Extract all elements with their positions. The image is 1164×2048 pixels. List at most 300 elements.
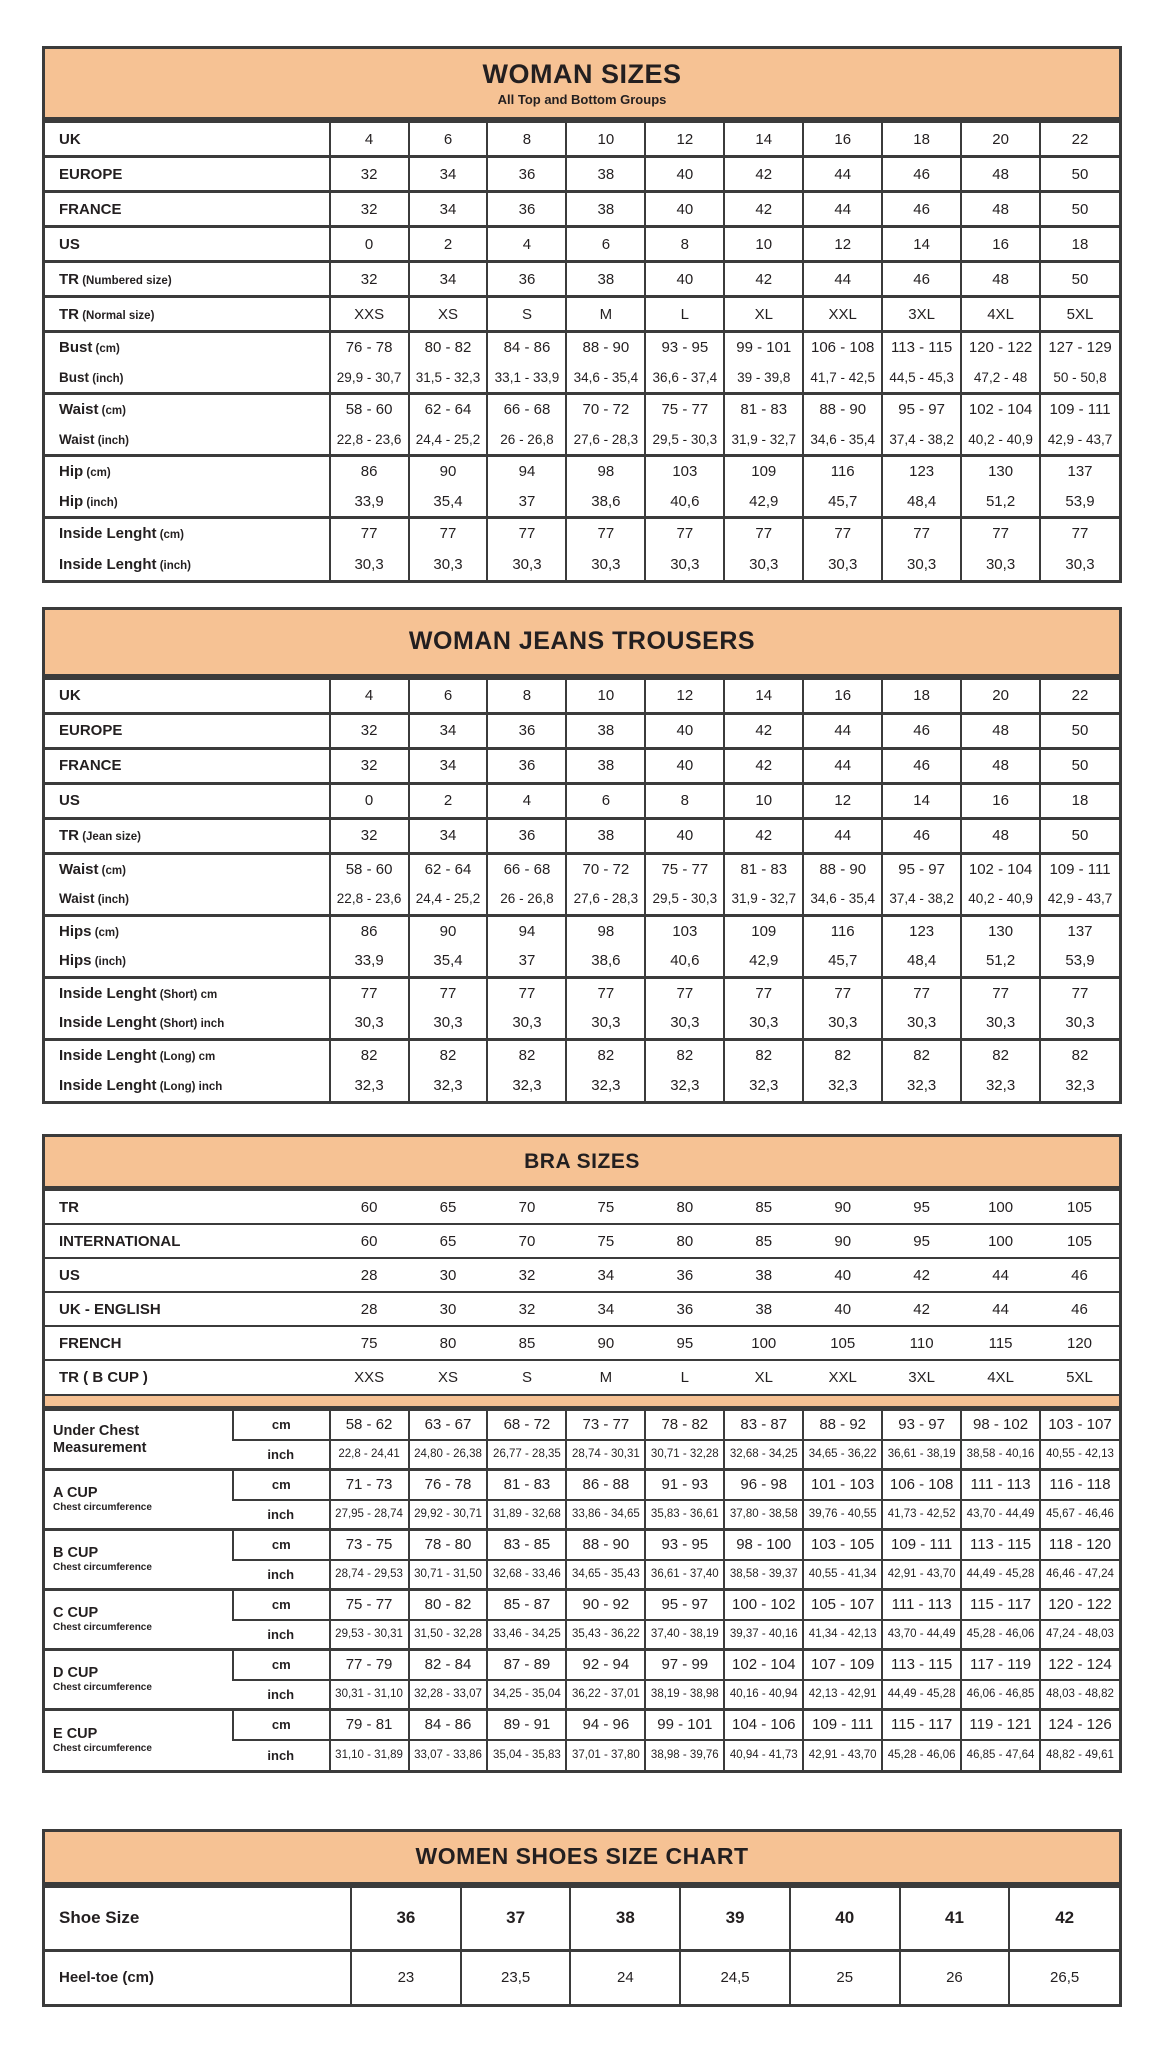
- value-cell: 77: [961, 518, 1040, 549]
- value-cell: 38: [566, 192, 645, 227]
- value-cell: 93 - 95: [645, 1530, 724, 1560]
- value-cell: 50: [1040, 157, 1119, 192]
- row-label: Inside Lenght (Long) cm: [45, 1039, 330, 1070]
- value-cell: 82: [803, 1039, 882, 1070]
- value-cell: 43,70 - 44,49: [882, 1620, 961, 1650]
- value-cell: 95: [882, 1224, 961, 1258]
- value-cell: 95 - 97: [645, 1590, 724, 1620]
- table-row: [45, 946, 1119, 977]
- value-cell: 42: [882, 1258, 961, 1292]
- value-cell: 98: [566, 915, 645, 946]
- value-cell: 31,89 - 32,68: [487, 1500, 566, 1530]
- value-cell: 23: [351, 1950, 461, 2004]
- value-cell: 70: [487, 1190, 566, 1224]
- value-cell: 118 - 120: [1040, 1530, 1119, 1560]
- value-cell: 44,5 - 45,3: [882, 363, 961, 394]
- value-cell: 38: [570, 1886, 680, 1950]
- value-cell: 58 - 60: [330, 853, 409, 884]
- women-shoes-header: [45, 1832, 1119, 1885]
- value-cell: 75 - 77: [645, 853, 724, 884]
- value-cell: 58 - 60: [330, 394, 409, 425]
- value-cell: 42: [724, 713, 803, 748]
- value-cell: 32,28 - 33,07: [409, 1680, 488, 1710]
- value-cell: 75 - 77: [330, 1590, 409, 1620]
- value-cell: 76 - 78: [330, 332, 409, 363]
- value-cell: 116 - 118: [1040, 1470, 1119, 1500]
- table-row: [45, 549, 1119, 580]
- value-cell: 77: [487, 518, 566, 549]
- value-cell: 82 - 84: [409, 1650, 488, 1680]
- value-cell: 40: [645, 818, 724, 853]
- value-cell: 42: [882, 1292, 961, 1326]
- table-row: [45, 884, 1119, 915]
- value-cell: 46,46 - 47,24: [1040, 1560, 1119, 1590]
- value-cell: 90: [409, 456, 488, 487]
- value-cell: 33,1 - 33,9: [487, 363, 566, 394]
- value-cell: 37,4 - 38,2: [882, 884, 961, 915]
- table-row: [45, 122, 1119, 157]
- value-cell: 4: [487, 227, 566, 262]
- value-cell: 100: [961, 1190, 1040, 1224]
- woman-sizes-table: [42, 46, 1122, 583]
- value-cell: 36: [487, 192, 566, 227]
- value-cell: 16: [961, 227, 1040, 262]
- value-cell: 22: [1040, 678, 1119, 713]
- value-cell: 40: [790, 1886, 900, 1950]
- value-cell: 88 - 92: [803, 1410, 882, 1440]
- value-cell: 77: [487, 977, 566, 1008]
- value-cell: 42,13 - 42,91: [803, 1680, 882, 1710]
- row-label: US: [45, 227, 330, 262]
- value-cell: 110: [882, 1326, 961, 1360]
- value-cell: 92 - 94: [566, 1650, 645, 1680]
- value-cell: 42: [724, 818, 803, 853]
- value-cell: 32: [330, 818, 409, 853]
- row-label: FRANCE: [45, 192, 330, 227]
- value-cell: 77: [882, 977, 961, 1008]
- value-cell: 42,91 - 43,70: [882, 1560, 961, 1590]
- woman-sizes-header: [45, 49, 1119, 120]
- value-cell: 40: [803, 1292, 882, 1326]
- value-cell: 111 - 113: [961, 1470, 1040, 1500]
- value-cell: 44: [803, 262, 882, 297]
- value-cell: 45,28 - 46,06: [961, 1620, 1040, 1650]
- value-cell: 48,4: [882, 946, 961, 977]
- value-cell: 38: [566, 748, 645, 783]
- row-label: Heel-toe (cm): [45, 1950, 351, 2004]
- unit-label: inch: [233, 1560, 330, 1590]
- unit-label: inch: [233, 1500, 330, 1530]
- value-cell: 20: [961, 122, 1040, 157]
- value-cell: 22,8 - 23,6: [330, 425, 409, 456]
- value-cell: 48,82 - 49,61: [1040, 1740, 1119, 1770]
- value-cell: 50 - 50,8: [1040, 363, 1119, 394]
- value-cell: 88 - 90: [566, 1530, 645, 1560]
- value-cell: 34,6 - 35,4: [803, 425, 882, 456]
- value-cell: 42: [724, 262, 803, 297]
- row-label: US: [45, 1258, 330, 1292]
- value-cell: 32,68 - 33,46: [487, 1560, 566, 1590]
- row-label: Inside Lenght (cm): [45, 518, 330, 549]
- orange-divider: [45, 1394, 1119, 1408]
- value-cell: 71 - 73: [330, 1470, 409, 1500]
- row-label: Waist (inch): [59, 891, 130, 907]
- table-row: [45, 1470, 1119, 1500]
- value-cell: 109 - 111: [1040, 394, 1119, 425]
- value-cell: 2: [409, 227, 488, 262]
- woman-sizes-body: [45, 120, 1119, 580]
- woman-jeans-table: [42, 607, 1122, 1105]
- value-cell: 50: [1040, 713, 1119, 748]
- value-cell: 80 - 82: [409, 1590, 488, 1620]
- value-cell: 103: [645, 456, 724, 487]
- value-cell: 115 - 117: [882, 1710, 961, 1740]
- value-cell: 88 - 90: [803, 394, 882, 425]
- row-label: Under Chest Measurement: [45, 1410, 233, 1470]
- value-cell: 109 - 111: [882, 1530, 961, 1560]
- value-cell: 53,9: [1040, 487, 1119, 518]
- row-label: Hips (cm): [45, 915, 330, 946]
- value-cell: 99 - 101: [645, 1710, 724, 1740]
- value-cell: 77: [724, 518, 803, 549]
- bra-sizes-body: [45, 1189, 1119, 1770]
- row-label: TR (Normal size): [45, 297, 330, 332]
- value-cell: 48: [961, 192, 1040, 227]
- value-cell: 82: [487, 1039, 566, 1070]
- value-cell: 45,28 - 46,06: [882, 1740, 961, 1770]
- value-cell: M: [566, 1360, 645, 1394]
- value-cell: 51,2: [961, 487, 1040, 518]
- value-cell: 36: [351, 1886, 461, 1950]
- value-cell: 127 - 129: [1040, 332, 1119, 363]
- value-cell: 40: [645, 262, 724, 297]
- value-cell: 32,3: [724, 1070, 803, 1101]
- value-cell: 90 - 92: [566, 1590, 645, 1620]
- value-cell: 39 - 39,8: [724, 363, 803, 394]
- row-label: INTERNATIONAL: [45, 1224, 330, 1258]
- value-cell: 43,70 - 44,49: [961, 1500, 1040, 1530]
- value-cell: 95 - 97: [882, 394, 961, 425]
- row-label: Hip (inch): [59, 492, 118, 510]
- value-cell: 38: [566, 818, 645, 853]
- value-cell: 23,5: [461, 1950, 571, 2004]
- table-row: [45, 853, 1119, 884]
- value-cell: 30,3: [882, 1008, 961, 1039]
- row-label: EUROPE: [45, 157, 330, 192]
- value-cell: 65: [409, 1224, 488, 1258]
- value-cell: 85: [724, 1190, 803, 1224]
- value-cell: 20: [961, 678, 1040, 713]
- value-cell: 32: [330, 157, 409, 192]
- value-cell: 3XL: [882, 1360, 961, 1394]
- value-cell: 99 - 101: [724, 332, 803, 363]
- row-label: TR (Jean size): [45, 818, 330, 853]
- value-cell: 3XL: [882, 297, 961, 332]
- value-cell: 44,49 - 45,28: [882, 1680, 961, 1710]
- value-cell: 12: [803, 783, 882, 818]
- value-cell: 41,7 - 42,5: [803, 363, 882, 394]
- value-cell: 120: [1040, 1326, 1119, 1360]
- value-cell: 30,31 - 31,10: [330, 1680, 409, 1710]
- value-cell: 46,06 - 46,85: [961, 1680, 1040, 1710]
- value-cell: 116: [803, 915, 882, 946]
- table-row: [45, 748, 1119, 783]
- value-cell: 30,3: [724, 549, 803, 580]
- table-row: [45, 1224, 1119, 1258]
- value-cell: 82: [566, 1039, 645, 1070]
- value-cell: 77: [566, 977, 645, 1008]
- value-cell: 30,71 - 32,28: [645, 1440, 724, 1470]
- unit-label: inch: [233, 1740, 330, 1770]
- value-cell: 44: [803, 713, 882, 748]
- table-row: [45, 262, 1119, 297]
- value-cell: 80 - 82: [409, 332, 488, 363]
- value-cell: 0: [330, 783, 409, 818]
- value-cell: 81 - 83: [487, 1470, 566, 1500]
- value-cell: 58 - 62: [330, 1410, 409, 1440]
- value-cell: 77: [330, 977, 409, 1008]
- value-cell: 40: [803, 1258, 882, 1292]
- value-cell: 40: [645, 192, 724, 227]
- value-cell: 70: [487, 1224, 566, 1258]
- value-cell: 100: [961, 1224, 1040, 1258]
- value-cell: 91 - 93: [645, 1470, 724, 1500]
- value-cell: 30,3: [409, 1008, 488, 1039]
- value-cell: 53,9: [1040, 946, 1119, 977]
- value-cell: 34,6 - 35,4: [566, 363, 645, 394]
- value-cell: 116: [803, 456, 882, 487]
- value-cell: 18: [1040, 783, 1119, 818]
- value-cell: 81 - 83: [724, 394, 803, 425]
- value-cell: 8: [487, 122, 566, 157]
- value-cell: 6: [409, 122, 488, 157]
- row-label: Inside Lenght (Short) inch: [59, 1014, 225, 1032]
- value-cell: 79 - 81: [330, 1710, 409, 1740]
- value-cell: 18: [1040, 227, 1119, 262]
- bra-sizes-table: [42, 1134, 1122, 1773]
- value-cell: 8: [487, 678, 566, 713]
- value-cell: 123: [882, 456, 961, 487]
- table-row: [45, 1190, 1119, 1224]
- value-cell: 90: [803, 1190, 882, 1224]
- value-cell: 6: [566, 783, 645, 818]
- row-label: Hips (inch): [59, 952, 127, 970]
- value-cell: 33,07 - 33,86: [409, 1740, 488, 1770]
- value-cell: 48,4: [882, 487, 961, 518]
- table-row: [45, 1326, 1119, 1360]
- table-row: [45, 192, 1119, 227]
- value-cell: 46: [1040, 1292, 1119, 1326]
- value-cell: 40,2 - 40,9: [961, 884, 1040, 915]
- table-row: [45, 1950, 1119, 2004]
- value-cell: 76 - 78: [409, 1470, 488, 1500]
- value-cell: 48,03 - 48,82: [1040, 1680, 1119, 1710]
- value-cell: 102 - 104: [724, 1650, 803, 1680]
- unit-label: inch: [233, 1620, 330, 1650]
- value-cell: M: [566, 297, 645, 332]
- table-title: WOMEN SHOES SIZE CHART: [415, 1843, 749, 1869]
- value-cell: 27,95 - 28,74: [330, 1500, 409, 1530]
- table-row: [45, 1650, 1119, 1680]
- value-cell: 5XL: [1040, 297, 1119, 332]
- value-cell: 77: [645, 518, 724, 549]
- value-cell: XXS: [330, 297, 409, 332]
- value-cell: 32: [330, 262, 409, 297]
- value-cell: 42,9: [724, 487, 803, 518]
- value-cell: 30,71 - 31,50: [409, 1560, 488, 1590]
- value-cell: 77 - 79: [330, 1650, 409, 1680]
- table-row: [45, 915, 1119, 946]
- table-row: [45, 227, 1119, 262]
- value-cell: 111 - 113: [882, 1590, 961, 1620]
- value-cell: 94: [487, 456, 566, 487]
- value-cell: 10: [566, 678, 645, 713]
- row-label: TR (Numbered size): [45, 262, 330, 297]
- value-cell: 38: [566, 262, 645, 297]
- value-cell: 24,5: [680, 1950, 790, 2004]
- value-cell: 45,7: [803, 487, 882, 518]
- table-row: [45, 1886, 1119, 1950]
- value-cell: 46: [882, 713, 961, 748]
- table-row: [45, 363, 1119, 394]
- value-cell: 80: [645, 1224, 724, 1258]
- value-cell: 38: [566, 713, 645, 748]
- value-cell: 32,3: [961, 1070, 1040, 1101]
- value-cell: 109: [724, 915, 803, 946]
- value-cell: L: [645, 297, 724, 332]
- value-cell: 130: [961, 915, 1040, 946]
- table-row: [45, 425, 1119, 456]
- value-cell: 34,6 - 35,4: [803, 884, 882, 915]
- value-cell: 46: [882, 262, 961, 297]
- value-cell: 16: [803, 122, 882, 157]
- value-cell: 30,3: [1040, 1008, 1119, 1039]
- value-cell: 95: [882, 1190, 961, 1224]
- value-cell: 31,9 - 32,7: [724, 425, 803, 456]
- value-cell: 50: [1040, 262, 1119, 297]
- row-label: B CUP Chest circumference: [45, 1530, 233, 1590]
- value-cell: 40,94 - 41,73: [724, 1740, 803, 1770]
- value-cell: 12: [645, 122, 724, 157]
- value-cell: 22: [1040, 122, 1119, 157]
- row-label: A CUP Chest circumference: [45, 1470, 233, 1530]
- value-cell: 120 - 122: [961, 332, 1040, 363]
- value-cell: 32,3: [645, 1070, 724, 1101]
- value-cell: 45,7: [803, 946, 882, 977]
- value-cell: 82: [961, 1039, 1040, 1070]
- row-label: Hip (cm): [45, 456, 330, 487]
- value-cell: 44: [803, 748, 882, 783]
- value-cell: 32,3: [409, 1070, 488, 1101]
- value-cell: 89 - 91: [487, 1710, 566, 1740]
- value-cell: 33,9: [330, 946, 409, 977]
- value-cell: 26: [900, 1950, 1010, 2004]
- value-cell: 41,34 - 42,13: [803, 1620, 882, 1650]
- value-cell: 38,6: [566, 487, 645, 518]
- value-cell: 42: [1009, 1886, 1119, 1950]
- value-cell: L: [645, 1360, 724, 1394]
- value-cell: 32,3: [487, 1070, 566, 1101]
- value-cell: 8: [645, 227, 724, 262]
- value-cell: 8: [645, 783, 724, 818]
- table-row: [45, 1360, 1119, 1394]
- value-cell: 4XL: [961, 297, 1040, 332]
- value-cell: 96 - 98: [724, 1470, 803, 1500]
- value-cell: 77: [1040, 518, 1119, 549]
- value-cell: 6: [409, 678, 488, 713]
- table-subtitle: All Top and Bottom Groups: [497, 92, 667, 107]
- value-cell: 94: [487, 915, 566, 946]
- unit-label: cm: [233, 1410, 330, 1440]
- value-cell: 77: [409, 518, 488, 549]
- value-cell: 30,3: [487, 1008, 566, 1039]
- value-cell: 75 - 77: [645, 394, 724, 425]
- value-cell: 70 - 72: [566, 853, 645, 884]
- value-cell: 40,16 - 40,94: [724, 1680, 803, 1710]
- value-cell: 82: [645, 1039, 724, 1070]
- value-cell: 82: [330, 1039, 409, 1070]
- value-cell: 41: [900, 1886, 1010, 1950]
- table-row: [45, 1710, 1119, 1740]
- value-cell: 73 - 77: [566, 1410, 645, 1440]
- value-cell: 93 - 97: [882, 1410, 961, 1440]
- value-cell: 46: [882, 157, 961, 192]
- value-cell: 102 - 104: [961, 394, 1040, 425]
- value-cell: 36: [645, 1258, 724, 1292]
- value-cell: 73 - 75: [330, 1530, 409, 1560]
- value-cell: 46,85 - 47,64: [961, 1740, 1040, 1770]
- value-cell: 16: [961, 783, 1040, 818]
- value-cell: 123: [882, 915, 961, 946]
- value-cell: XS: [409, 297, 488, 332]
- value-cell: 48: [961, 818, 1040, 853]
- value-cell: 30,3: [961, 549, 1040, 580]
- value-cell: 30,3: [330, 549, 409, 580]
- value-cell: 37,40 - 38,19: [645, 1620, 724, 1650]
- value-cell: 26 - 26,8: [487, 884, 566, 915]
- value-cell: XXL: [803, 1360, 882, 1394]
- unit-label: cm: [233, 1710, 330, 1740]
- value-cell: 10: [566, 122, 645, 157]
- value-cell: 77: [409, 977, 488, 1008]
- row-label: C CUP Chest circumference: [45, 1590, 233, 1650]
- value-cell: 2: [409, 783, 488, 818]
- value-cell: 122 - 124: [1040, 1650, 1119, 1680]
- table-row: [45, 518, 1119, 549]
- value-cell: 10: [724, 783, 803, 818]
- value-cell: 101 - 103: [803, 1470, 882, 1500]
- value-cell: 0: [330, 227, 409, 262]
- table-row: [45, 818, 1119, 853]
- value-cell: 26,77 - 28,35: [487, 1440, 566, 1470]
- table-row: [45, 456, 1119, 487]
- value-cell: 37,4 - 38,2: [882, 425, 961, 456]
- value-cell: 78 - 80: [409, 1530, 488, 1560]
- row-label: TR ( B CUP ): [45, 1360, 330, 1394]
- value-cell: 50: [1040, 748, 1119, 783]
- woman-jeans-body: [45, 677, 1119, 1102]
- table-title: WOMAN JEANS TROUSERS: [408, 627, 756, 655]
- value-cell: 51,2: [961, 946, 1040, 977]
- row-label: Inside Lenght (Long) inch: [59, 1077, 223, 1094]
- value-cell: XXS: [330, 1360, 409, 1394]
- value-cell: 86: [330, 915, 409, 946]
- value-cell: 22,8 - 23,6: [330, 884, 409, 915]
- value-cell: 42: [724, 157, 803, 192]
- value-cell: 28: [330, 1292, 409, 1326]
- value-cell: 50: [1040, 192, 1119, 227]
- value-cell: 36: [487, 157, 566, 192]
